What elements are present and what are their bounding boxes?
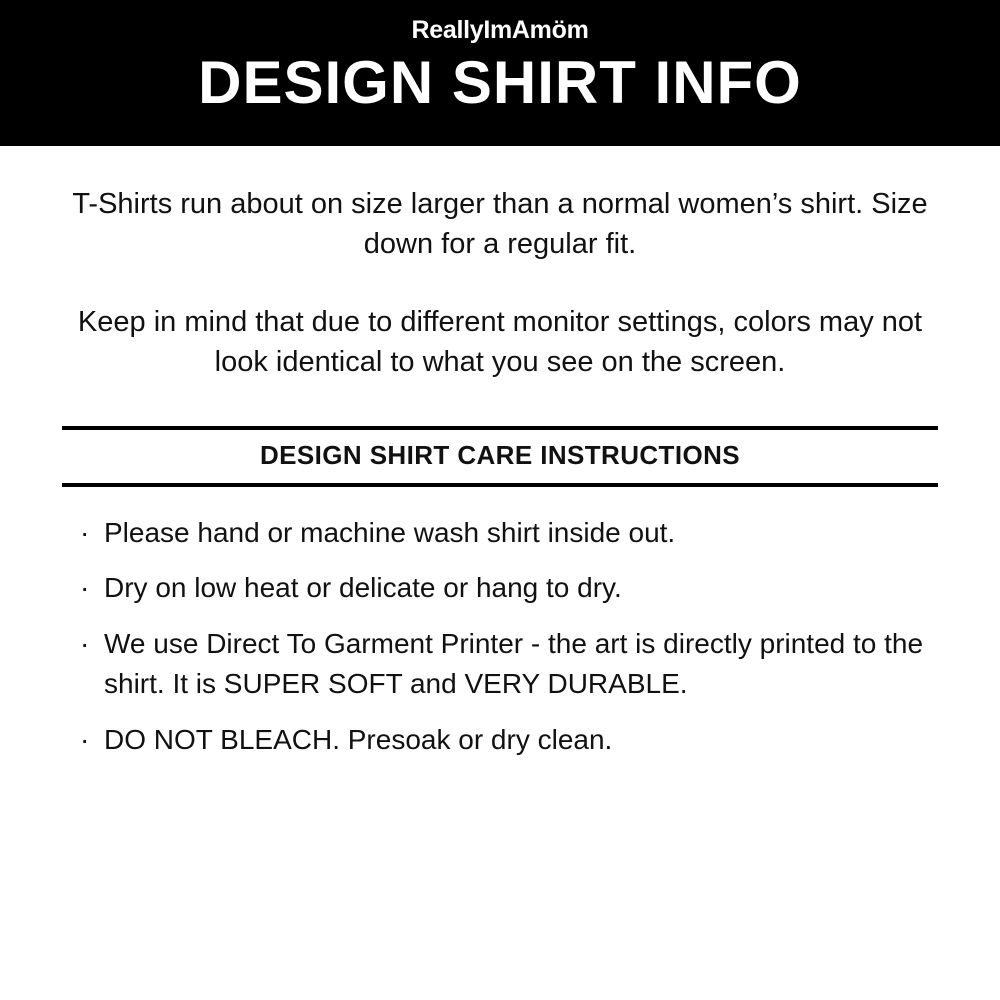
- list-item-text: Dry on low heat or delicate or hang to dry.: [104, 572, 622, 604]
- list-item: [80, 568, 938, 608]
- care-section-title: DESIGN SHIRT CARE INSTRUCTIONS: [259, 440, 741, 471]
- page-header: [0, 0, 1000, 146]
- care-instructions-list: [62, 487, 938, 760]
- care-section-header: [62, 426, 938, 487]
- list-item-text: DO NOT BLEACH. Presoak or dry clean.: [104, 723, 613, 755]
- page-title: DESIGN SHIRT INFO: [198, 49, 802, 116]
- list-item: [80, 513, 938, 553]
- list-item: [80, 624, 938, 704]
- list-item-text: Please hand or machine wash shirt inside out.: [104, 516, 676, 548]
- intro-paragraph-2: Keep in mind that due to different monitor settings, colors may not look identical to what you see on the screen.: [77, 306, 923, 379]
- bullet-icon: ·: [80, 572, 90, 604]
- list-item: [80, 720, 938, 760]
- intro-paragraph-1: T-Shirts run about on size larger than a normal women’s shirt. Size down for a regular fit.: [72, 188, 928, 261]
- intro-block: [62, 146, 938, 382]
- bullet-icon: ·: [80, 723, 90, 755]
- bullet-icon: ·: [80, 628, 90, 660]
- page-content: [0, 146, 1000, 1000]
- paragraph-spacer: [62, 264, 938, 302]
- list-item-text: We use Direct To Garment Printer - the art is directly printed to the shirt. It is SUPER SOFT and VERY DURABLE.: [104, 628, 924, 699]
- bullet-icon: ·: [80, 516, 90, 548]
- brand-logo-text: ReallyImAmöm: [411, 16, 589, 44]
